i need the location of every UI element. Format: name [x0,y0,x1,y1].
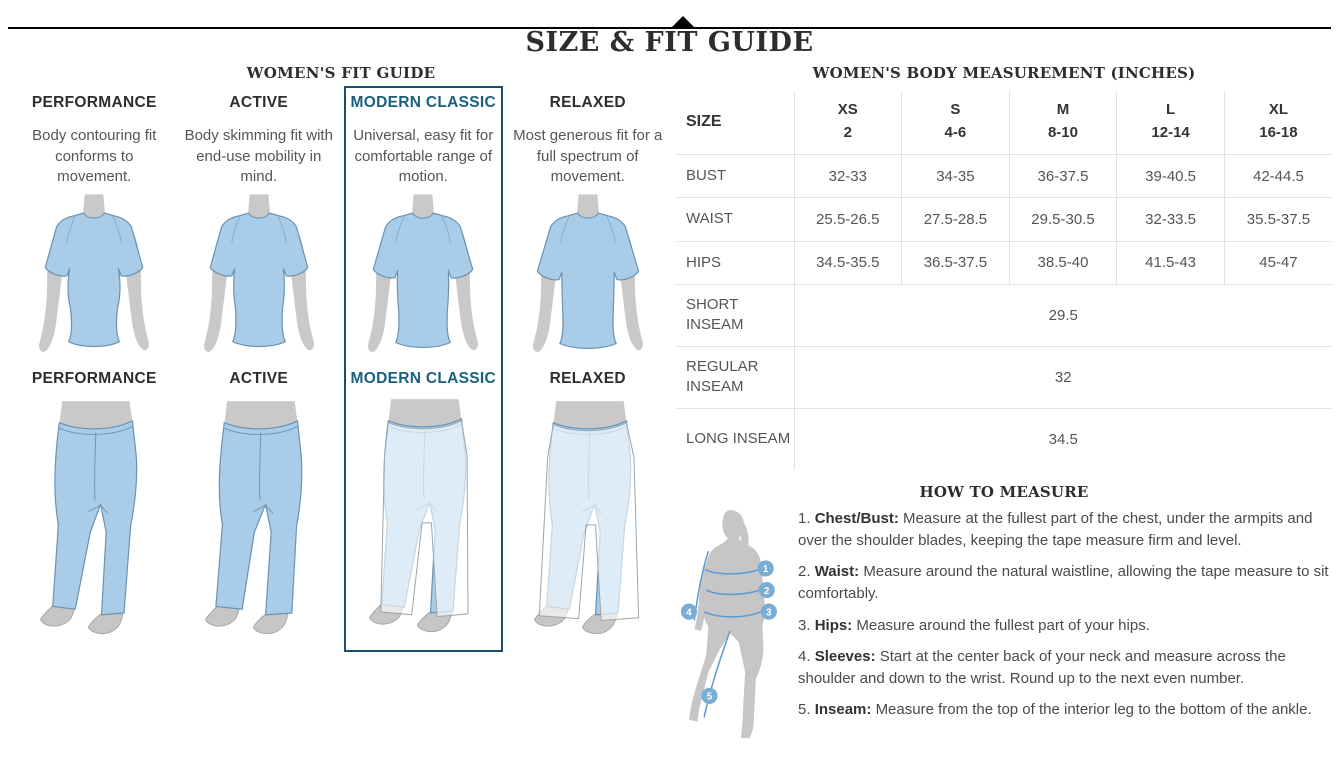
fit-description: Universal, easy fit for comfortable range of motion. [353,127,494,186]
table-row-waist: WAIST 25.5-26.5 27.5-28.5 29.5-30.5 32-33.5 35.5-37.5 [676,198,1332,241]
col-header-l: L 12-14 [1117,91,1225,155]
shirt-illustration-modern-classic [348,190,498,360]
how-to-measure-heading: HOW TO MEASURE [919,483,1089,502]
fit-columns [12,86,670,652]
pants-fit-label: PERFORMANCE [31,370,157,387]
col-header-s: S 4-6 [902,91,1010,155]
size-header: SIZE [686,112,722,130]
fit-label: ACTIVE [229,94,289,111]
fit-column-active [177,86,342,652]
col-header-xs: XS 2 [794,91,902,155]
measure-marker-5-label: 5 [706,691,713,703]
measure-marker-2-label: 2 [764,586,770,598]
measure-marker-1-label: 1 [762,564,769,576]
pants-illustration-relaxed [513,394,663,652]
measure-marker-4-label: 4 [686,607,692,619]
womens-fit-guide-section [12,64,670,652]
table-row-bust: BUST 32-33 34-35 36-37.5 39-40.5 42-44.5 [676,155,1332,198]
fit-description: Most generous fit for a full spectrum of movement. [513,127,663,186]
measure-step-5: 5. Inseam: Measure from the top of the interior leg to the bottom of the ankle. [798,701,1312,719]
pants-illustration-modern-classic [348,394,498,648]
measurement-table-heading: WOMEN'S BODY MEASUREMENT (INCHES) [812,64,1196,82]
shirt-illustration-performance [19,190,169,360]
col-header-m: M 8-10 [1009,91,1117,155]
measure-step-3: 3. Hips: Measure around the fullest part of your hips. [798,616,1150,634]
shirt-illustration-relaxed [513,190,663,360]
pants-illustration-active [184,394,334,652]
col-header-xl: XL 16-18 [1224,91,1332,155]
fit-description: Body skimming fit with end-use mobility in mind. [184,127,333,186]
measure-step-1: 1. Chest/Bust: Measure at the fullest part of the chest, under the armpits and over the shoulder blades, keeping the tape measure firm and level. [798,510,1313,549]
fit-guide-heading: WOMEN'S FIT GUIDE [246,64,436,82]
measure-steps [798,508,1332,757]
table-row-long-inseam: LONG INSEAM 34.5 [676,408,1332,470]
pants-fit-label: RELAXED [549,370,626,387]
shirt-illustration-active [184,190,334,360]
measurement-figure [676,508,788,757]
body-silhouette-illustration [676,508,784,752]
fit-column-performance [12,86,177,652]
measure-step-4: 4. Sleeves: Start at the center back of your neck and measure across the shoulder and down to the wrist. Round up to the next even number. [798,648,1286,687]
pants-illustration-performance [19,394,169,652]
fit-label: MODERN CLASSIC [350,94,496,111]
table-header-row [676,91,1332,155]
fit-label: RELAXED [549,94,626,111]
pants-fit-label: MODERN CLASSIC [350,370,496,387]
table-row-short-inseam: SHORT INSEAM 29.5 [676,284,1332,346]
fit-description: Body contouring fit conforms to movement. [32,127,157,186]
fit-column-relaxed [506,86,671,652]
body-measurement-section [676,64,1332,757]
table-row-hips: HIPS 34.5-35.5 36.5-37.5 38.5-40 41.5-43 45-47 [676,241,1332,284]
fit-label: PERFORMANCE [31,94,157,111]
fit-column-modern-classic-selected [344,86,503,652]
measure-marker-3-label: 3 [766,607,772,619]
page-title: SIZE & FIT GUIDE [525,27,814,58]
how-to-measure-body [676,508,1332,757]
body-measurement-table [676,91,1332,470]
measure-step-2: 2. Waist: Measure around the natural waistline, allowing the tape measure to sit comfortably. [798,563,1329,603]
pants-fit-label: ACTIVE [229,370,289,387]
table-row-regular-inseam: REGULAR INSEAM 32 [676,346,1332,408]
